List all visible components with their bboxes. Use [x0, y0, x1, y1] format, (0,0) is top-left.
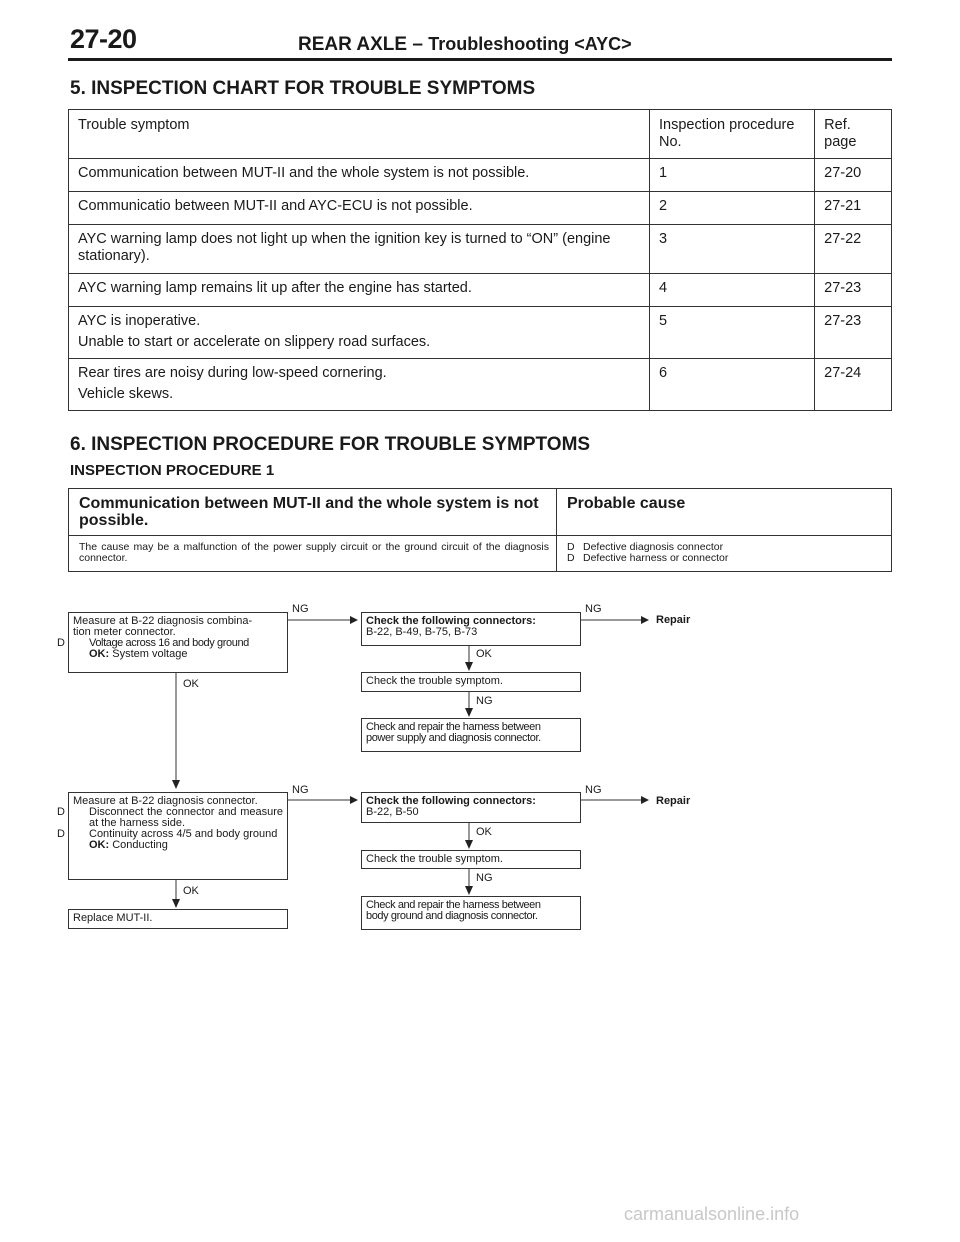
symptom-cell: AYC warning lamp remains lit up after the engine has started.	[69, 274, 650, 307]
col-header-symptom: Trouble symptom	[69, 110, 650, 159]
ng-label: NG	[292, 784, 309, 796]
ng-label: NG	[292, 603, 309, 615]
arrow-down-icon	[465, 662, 473, 671]
probable-cause-heading: Probable cause	[567, 495, 686, 512]
procedure-description: The cause may be a malfunction of the power supply circuit or the ground circuit of the diagnosis connector.	[79, 541, 549, 564]
ng-label: NG	[585, 784, 602, 796]
header-dash: –	[412, 34, 423, 55]
procedure-subtitle: INSPECTION PROCEDURE 1	[70, 462, 275, 479]
ok-label: OK	[476, 648, 492, 660]
ref-cell: 27-23	[815, 307, 892, 359]
arrow-right-icon	[350, 796, 358, 804]
bullet-icon: D	[567, 541, 575, 553]
arrow-down-icon	[465, 840, 473, 849]
bullet-icon: D	[567, 552, 575, 564]
arrow-down-icon	[172, 780, 180, 789]
flow-step-measure-continuity: Measure at B-22 diagnosis connector. D Disconnect the connector and measure at the harness side. D Continuity across 4/5 and body ground OK: Conducting	[68, 792, 288, 880]
ref-cell: 27-22	[815, 225, 892, 274]
ng-label: NG	[476, 695, 493, 707]
ng-label: NG	[585, 603, 602, 615]
procedure-cell: 2	[650, 192, 815, 225]
bullet-icon: D	[57, 828, 65, 840]
ref-cell: 27-20	[815, 159, 892, 192]
list-item: D Defective harness or connector	[567, 552, 729, 564]
ok-label: OK	[183, 885, 199, 897]
procedure-cell: 3	[650, 225, 815, 274]
flow-step-replace-mut: Replace MUT-II.	[68, 909, 288, 929]
flow-step-check-connectors-1: Check the following connectors: B-22, B-49, B-75, B-73	[361, 612, 581, 646]
flow-step-repair-power-harness: Check and repair the harness between power supply and diagnosis connector.	[361, 718, 581, 752]
arrow-right-icon	[641, 796, 649, 804]
procedure-cell: 5	[650, 307, 815, 359]
flow-step-check-symptom-1: Check the trouble symptom.	[361, 672, 581, 692]
flow-step-check-symptom-2: Check the trouble symptom.	[361, 850, 581, 869]
section5-title: 5. INSPECTION CHART FOR TROUBLE SYMPTOMS	[70, 78, 536, 99]
procedure-cell: 6	[650, 359, 815, 411]
arrow-down-icon	[172, 899, 180, 908]
section6-title: 6. INSPECTION PROCEDURE FOR TROUBLE SYMPTOMS	[70, 434, 591, 455]
symptom-cell: Communicatio between MUT-II and AYC-ECU is not possible.	[69, 192, 650, 225]
bullet-icon: D	[57, 806, 65, 818]
symptom-line: Vehicle skews.	[78, 386, 174, 402]
ok-label: OK	[476, 826, 492, 838]
watermark: carmanualsonline.info	[624, 1204, 800, 1224]
list-item: D Defective diagnosis connector	[567, 541, 724, 553]
header-title: REAR AXLE	[298, 34, 408, 55]
symptom-line: Rear tires are noisy during low-speed cornering.	[78, 365, 387, 381]
arrow-right-icon	[350, 616, 358, 624]
ref-cell: 27-24	[815, 359, 892, 411]
symptom-cell: Communication between MUT-II and the whole system is not possible.	[69, 159, 650, 192]
flow-step-repair-ground-harness: Check and repair the harness between body ground and diagnosis connector.	[361, 896, 581, 930]
page-number: 27-20	[70, 24, 137, 54]
procedure-cell: 1	[650, 159, 815, 192]
bullet-icon: D	[57, 637, 65, 649]
arrow-down-icon	[465, 708, 473, 717]
ng-label: NG	[476, 872, 493, 884]
symptom-line: Unable to start or accelerate on slippery road surfaces.	[78, 334, 431, 350]
procedure-cell: 4	[650, 274, 815, 307]
header-subtitle: Troubleshooting <AYC>	[428, 34, 632, 54]
col-header-ref: Ref. page	[815, 110, 892, 159]
symptom-line: AYC is inoperative.	[78, 313, 201, 329]
ref-cell: 27-21	[815, 192, 892, 225]
procedure-title: Communication between MUT-II and the whole system is not possible.	[79, 495, 539, 529]
col-header-procedure: Inspection procedure No.	[650, 110, 815, 159]
arrow-right-icon	[641, 616, 649, 624]
ok-label: OK	[183, 678, 199, 690]
flow-step-check-connectors-2: Check the following connectors: B-22, B-50	[361, 792, 581, 823]
symptom-cell: AYC warning lamp does not light up when the ignition key is turned to “ON” (engine stationary).	[69, 225, 650, 274]
repair-label: Repair	[656, 795, 691, 807]
ref-cell: 27-23	[815, 274, 892, 307]
repair-label: Repair	[656, 614, 691, 626]
flow-step-measure-voltage: Measure at B-22 diagnosis combina- tion meter connector. D Voltage across 16 and body ground OK: System voltage	[68, 612, 288, 673]
arrow-down-icon	[465, 886, 473, 895]
